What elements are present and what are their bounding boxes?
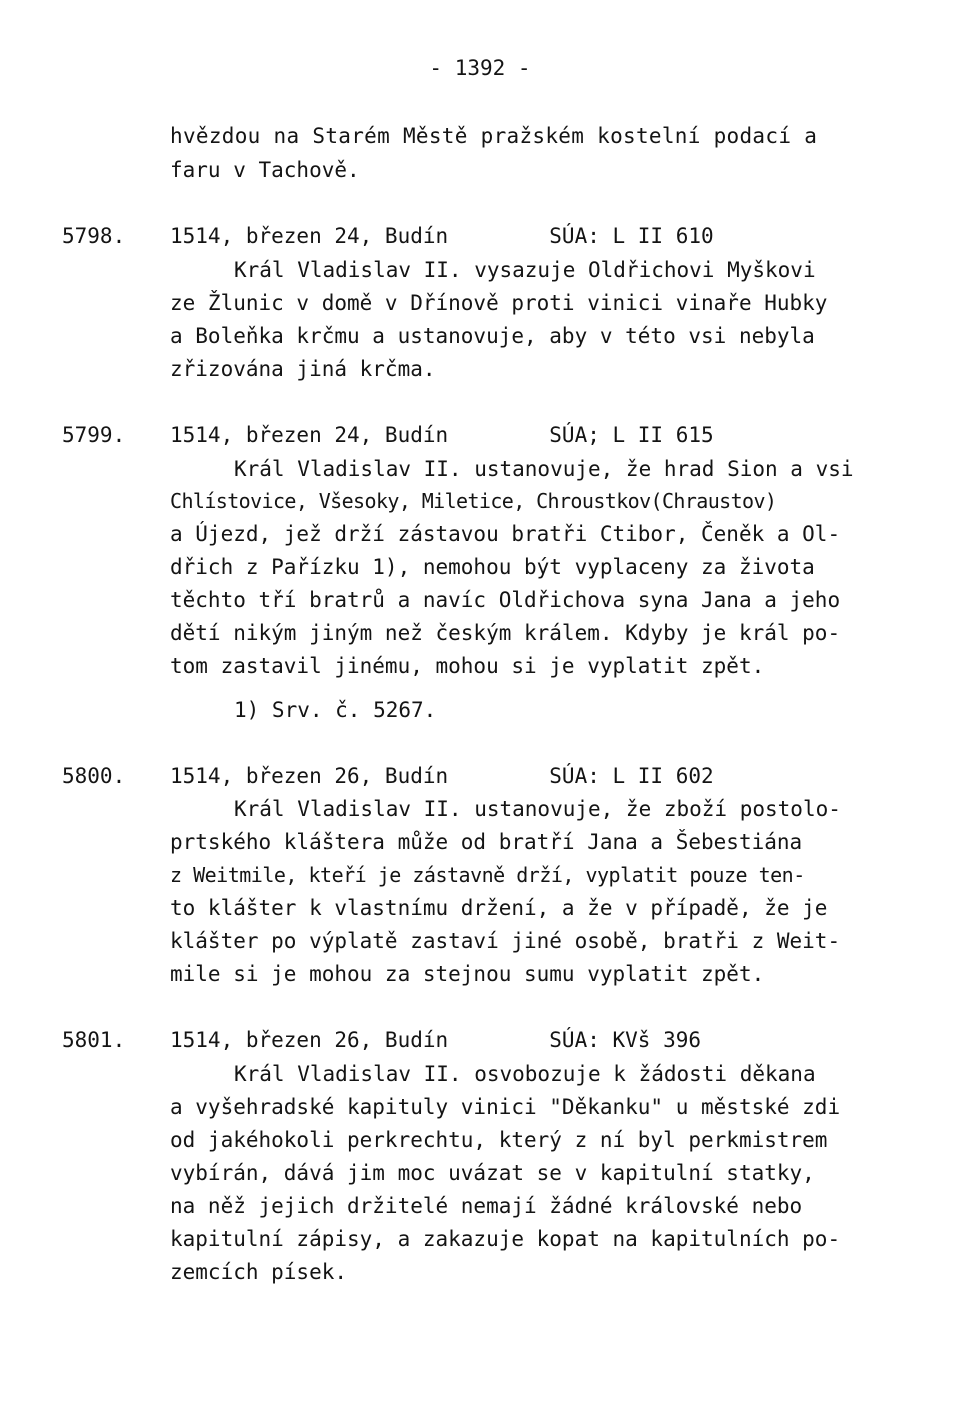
entry-line: kapitulní zápisy, a zakazuje kopat na kapitulních po-	[170, 1227, 841, 1251]
entry-line: z Weitmile, kteří je zástavně drží, vyplatit pouze ten-	[170, 863, 805, 887]
entry-header: 1514, březen 26, Budín SÚA: KVš 396	[170, 1028, 702, 1052]
entry-line: Král Vladislav II. osvobozuje k žádosti děkana	[234, 1062, 816, 1086]
page-number: - 1392 -	[429, 56, 531, 80]
entry-line: Chlístovice, Všesoky, Miletice, Chroustkov(Chraustov)	[170, 489, 777, 513]
entry-line: vybírán, dává jim moc uvázat se v kapitulní statky,	[170, 1161, 815, 1185]
intro-line: hvězdou na Starém Městě pražském kostelní podací a	[170, 124, 818, 148]
entry-line: zemcích písek.	[170, 1260, 348, 1284]
entry-line: prtského kláštera může od bratří Jana a Šebestiána	[170, 830, 803, 854]
entry-number: 5798.	[62, 224, 126, 248]
entry-line: a Újezd, jež drží zástavou bratři Ctibor, Čeněk a Ol-	[170, 522, 841, 546]
entry-line: zřizována jiná krčma.	[170, 357, 436, 381]
entry-line: to klášter k vlastnímu držení, a že v případě, že je	[170, 896, 828, 920]
footnote: 1) Srv. č. 5267.	[234, 698, 437, 722]
entry-header: 1514, březen 26, Budín SÚA: L II 602	[170, 764, 714, 788]
entry-line: ze Žlunic v domě v Dřínově proti vinici vinaře Hubky	[170, 291, 828, 315]
intro-line: faru v Tachově.	[170, 158, 360, 182]
entry-line: mile si je mohou za stejnou sumu vyplatit zpět.	[170, 962, 765, 986]
entry-header: 1514, březen 24, Budín SÚA; L II 615	[170, 423, 714, 447]
entry-line: dřich z Pařízku 1), nemohou být vyplaceny za života	[170, 555, 815, 579]
entry-line: na něž jejich držitelé nemají žádné královské nebo	[170, 1194, 803, 1218]
entry-line: těchto tří bratrů a navíc Oldřichova syna Jana a jeho	[170, 588, 841, 612]
entry-line: Král Vladislav II. ustanovuje, že hrad Sion a vsi	[234, 457, 854, 481]
entry-line: Král Vladislav II. vysazuje Oldřichovi Myškovi	[234, 258, 816, 282]
entry-number: 5799.	[62, 423, 126, 447]
entry-line: a Boleňka krčmu a ustanovuje, aby v této vsi nebyla	[170, 324, 815, 348]
entry-line: dětí nikým jiným než českým králem. Kdyby je král po-	[170, 621, 841, 645]
entry-line: klášter po výplatě zastaví jiné osobě, bratři z Weit-	[170, 929, 841, 953]
entry-line: tom zastavil jinému, mohou si je vyplatit zpět.	[170, 654, 765, 678]
entry-line: a vyšehradské kapituly vinici "Děkanku" u městské zdi	[170, 1095, 841, 1119]
entry-number: 5800.	[62, 764, 126, 788]
entry-number: 5801.	[62, 1028, 126, 1052]
entry-line: od jakéhokoli perkrechtu, který z ní byl perkmistrem	[170, 1128, 828, 1152]
entry-header: 1514, březen 24, Budín SÚA: L II 610	[170, 224, 714, 248]
entry-line: Král Vladislav II. ustanovuje, že zboží postolo-	[234, 797, 841, 821]
